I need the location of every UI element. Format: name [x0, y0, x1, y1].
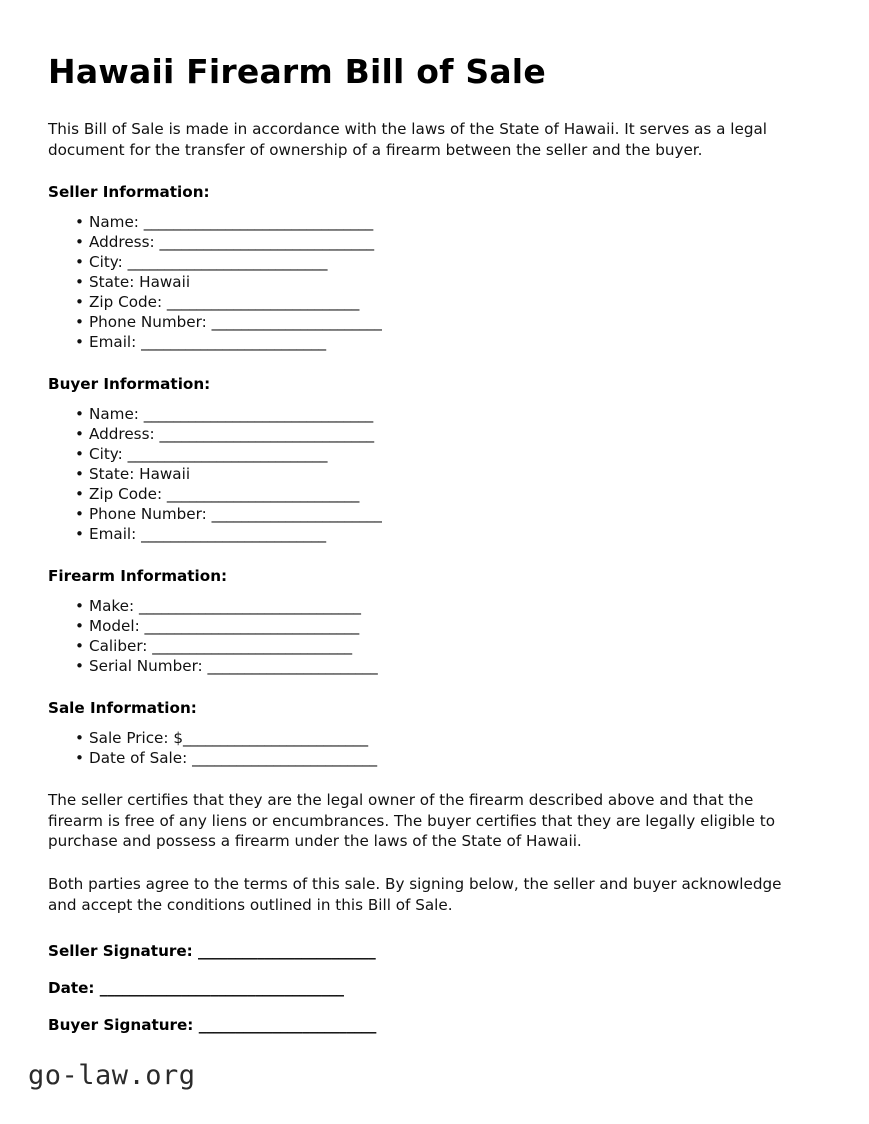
- bullet-icon: •: [75, 485, 84, 504]
- sale-information-list: [48, 728, 808, 768]
- field-blank: ___________________________: [152, 637, 352, 656]
- list-item: [48, 312, 808, 332]
- intro-paragraph: This Bill of Sale is made in accordance with the laws of the State of Hawaii. It serves as a legal document for the transfer of ownership of a firearm between the seller and the buyer.: [48, 119, 767, 159]
- field-label: State:: [89, 273, 135, 292]
- field-label: Date of Sale:: [89, 749, 188, 768]
- bullet-icon: •: [75, 617, 84, 636]
- signature-block: [48, 941, 808, 1035]
- date-line: [48, 978, 808, 998]
- field-blank: ______________________________: [138, 597, 361, 616]
- list-item: [48, 596, 808, 616]
- field-label: Name:: [89, 213, 139, 232]
- field-label: Zip Code:: [89, 485, 163, 504]
- bullet-icon: •: [75, 505, 84, 524]
- field-label: Email:: [89, 333, 137, 352]
- list-item: [48, 424, 808, 444]
- seller-signature-blank: ________________________: [198, 942, 376, 961]
- list-item: [48, 524, 808, 544]
- seller-signature-label: Seller Signature:: [48, 942, 193, 961]
- document-body: [48, 54, 808, 1052]
- list-item: [48, 292, 808, 312]
- list-item: [48, 252, 808, 272]
- field-label: Model:: [89, 617, 140, 636]
- field-blank: _____________________________: [159, 425, 374, 444]
- bullet-icon: •: [75, 425, 84, 444]
- list-item: [48, 232, 808, 252]
- field-label: Serial Number:: [89, 657, 203, 676]
- page-title: Hawaii Firearm Bill of Sale: [48, 52, 546, 91]
- field-label: Zip Code:: [89, 293, 163, 312]
- bullet-icon: •: [75, 213, 84, 232]
- list-item: [48, 332, 808, 352]
- list-item: [48, 464, 808, 484]
- field-label: Address:: [89, 233, 155, 252]
- field-blank: _________________________: [141, 333, 326, 352]
- list-item: [48, 272, 808, 292]
- bullet-icon: •: [75, 445, 84, 464]
- field-value: Hawaii: [139, 273, 191, 292]
- bullet-icon: •: [75, 273, 84, 292]
- bullet-icon: •: [75, 657, 84, 676]
- bullet-icon: •: [75, 525, 84, 544]
- field-blank: _________________________: [192, 749, 377, 768]
- list-item: [48, 504, 808, 524]
- field-label: Caliber:: [89, 637, 148, 656]
- field-blank: _______________________: [211, 313, 382, 332]
- certification-paragraph: The seller certifies that they are the legal owner of the firearm described above and that the firearm is free of any liens or encumbrances. The buyer certifies that they are legally eligible to purchase and possess a firearm under the laws of the State of Hawaii.: [48, 791, 775, 851]
- field-blank: _______________________________: [143, 213, 373, 232]
- site-watermark: go-law.org: [28, 1060, 196, 1091]
- list-item: [48, 484, 808, 504]
- field-blank: _______________________________: [143, 405, 373, 424]
- bullet-icon: •: [75, 313, 84, 332]
- bullet-icon: •: [75, 233, 84, 252]
- buyer-signature-line: [48, 1015, 808, 1035]
- field-label: Phone Number:: [89, 313, 207, 332]
- firearm-information-heading: Firearm Information:: [48, 567, 228, 586]
- field-blank: _______________________: [211, 505, 382, 524]
- buyer-information-heading: Buyer Information:: [48, 375, 211, 394]
- buyer-signature-label: Buyer Signature:: [48, 1016, 194, 1035]
- sale-information-heading: Sale Information:: [48, 699, 197, 718]
- bullet-icon: •: [75, 729, 84, 748]
- list-item: [48, 656, 808, 676]
- field-blank: __________________________: [166, 485, 360, 504]
- field-blank: _____________________________: [144, 617, 359, 636]
- seller-information-heading: Seller Information:: [48, 183, 210, 202]
- bullet-icon: •: [75, 465, 84, 484]
- bullet-icon: •: [75, 749, 84, 768]
- date-blank: _________________________________: [99, 979, 344, 998]
- bullet-icon: •: [75, 293, 84, 312]
- bullet-icon: •: [75, 637, 84, 656]
- list-item: [48, 636, 808, 656]
- field-label: Make:: [89, 597, 135, 616]
- list-item: [48, 444, 808, 464]
- seller-information-list: [48, 212, 808, 352]
- field-blank: ___________________________: [127, 253, 328, 272]
- list-item: [48, 728, 808, 748]
- field-label: Sale Price: $: [89, 729, 183, 748]
- seller-signature-line: [48, 941, 808, 961]
- list-item: [48, 616, 808, 636]
- bullet-icon: •: [75, 597, 84, 616]
- field-blank: _______________________: [207, 657, 378, 676]
- field-label: State:: [89, 465, 135, 484]
- field-label: City:: [89, 445, 123, 464]
- bullet-icon: •: [75, 333, 84, 352]
- list-item: [48, 748, 808, 768]
- field-blank: ___________________________: [127, 445, 328, 464]
- list-item: [48, 404, 808, 424]
- field-blank: _________________________: [183, 729, 368, 748]
- list-item: [48, 212, 808, 232]
- field-blank: _________________________: [141, 525, 326, 544]
- buyer-information-list: [48, 404, 808, 544]
- field-blank: _____________________________: [159, 233, 374, 252]
- field-label: Email:: [89, 525, 137, 544]
- field-label: City:: [89, 253, 123, 272]
- buyer-signature-blank: ________________________: [198, 1016, 377, 1035]
- field-value: Hawaii: [139, 465, 191, 484]
- firearm-information-list: [48, 596, 808, 676]
- field-blank: __________________________: [166, 293, 360, 312]
- field-label: Phone Number:: [89, 505, 207, 524]
- agreement-paragraph: Both parties agree to the terms of this sale. By signing below, the seller and buyer acknowledge and accept the conditions outlined in this Bill of Sale.: [48, 874, 782, 914]
- field-label: Address:: [89, 425, 155, 444]
- date-label: Date:: [48, 979, 95, 998]
- field-label: Name:: [89, 405, 139, 424]
- bullet-icon: •: [75, 405, 84, 424]
- bullet-icon: •: [75, 253, 84, 272]
